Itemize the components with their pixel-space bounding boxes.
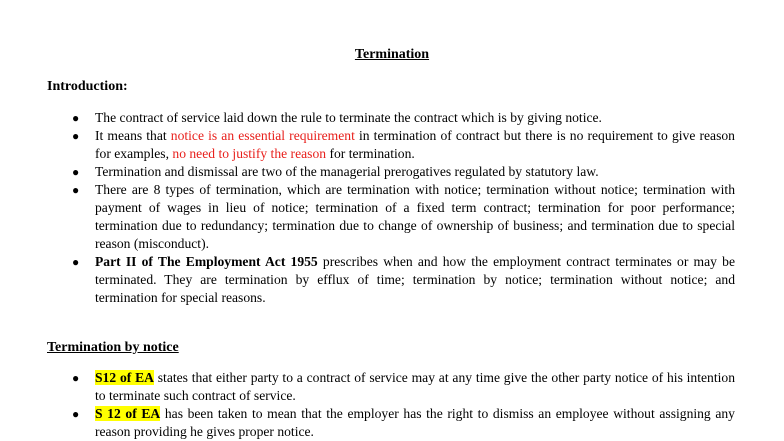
item-text: for termination. <box>326 146 415 161</box>
bold-text: Part II of The Employment Act 1955 <box>95 254 318 269</box>
bullet-icon: ● <box>72 111 80 125</box>
list-item <box>72 369 735 405</box>
item-text: states that either party to a contract of service may at any time give the other party notice of his intention to terminate such contract of service. <box>95 370 735 403</box>
item-text: There are 8 types of termination, which are termination with notice; termination without notice; termination with payment of wages in lieu of notice; termination of a fixed term contract; termination for poor performance; termination due to redundancy; termination due to change of ownership of business; and termination due to special reason (misconduct). <box>95 182 735 251</box>
bullet-icon: ● <box>72 255 80 269</box>
list-item <box>72 163 735 181</box>
termination-notice-list <box>0 369 784 441</box>
highlighted-section-ref: S12 of EA <box>95 370 154 385</box>
section-heading-termination-by-notice: Termination by notice <box>47 340 179 355</box>
introduction-list <box>0 109 784 307</box>
item-text: in termination of contract but there is no requirement to give reason for examples, <box>95 128 735 161</box>
list-item <box>72 253 735 307</box>
list-item <box>72 127 735 163</box>
item-text: It means that <box>95 128 171 143</box>
bullet-icon: ● <box>72 165 80 179</box>
section-heading-introduction: Introduction: <box>47 79 128 94</box>
highlighted-red-text: no need to justify the reason <box>172 146 327 161</box>
list-item <box>72 181 735 253</box>
item-text: has been taken to mean that the employer has the right to dismiss an employee without assigning any reason providing he gives proper notice. <box>95 406 735 439</box>
item-text: prescribes when and how the employment contract terminates or may be terminated. They are termination by efflux of time; termination by notice; termination without notice; and termination for special reasons. <box>95 254 735 305</box>
item-text: The contract of service laid down the rule to terminate the contract which is by giving notice. <box>95 110 602 125</box>
list-item <box>72 109 735 127</box>
list-item <box>72 405 735 441</box>
highlighted-section-ref: S 12 of EA <box>95 406 161 421</box>
bullet-icon: ● <box>72 371 80 385</box>
bullet-icon: ● <box>72 183 80 197</box>
item-text: Termination and dismissal are two of the managerial prerogatives regulated by statutory law. <box>95 164 599 179</box>
bullet-icon: ● <box>72 407 80 421</box>
bullet-icon: ● <box>72 129 80 143</box>
document-title: Termination <box>354 47 430 62</box>
highlighted-red-text: notice is an essential requirement <box>170 128 355 143</box>
